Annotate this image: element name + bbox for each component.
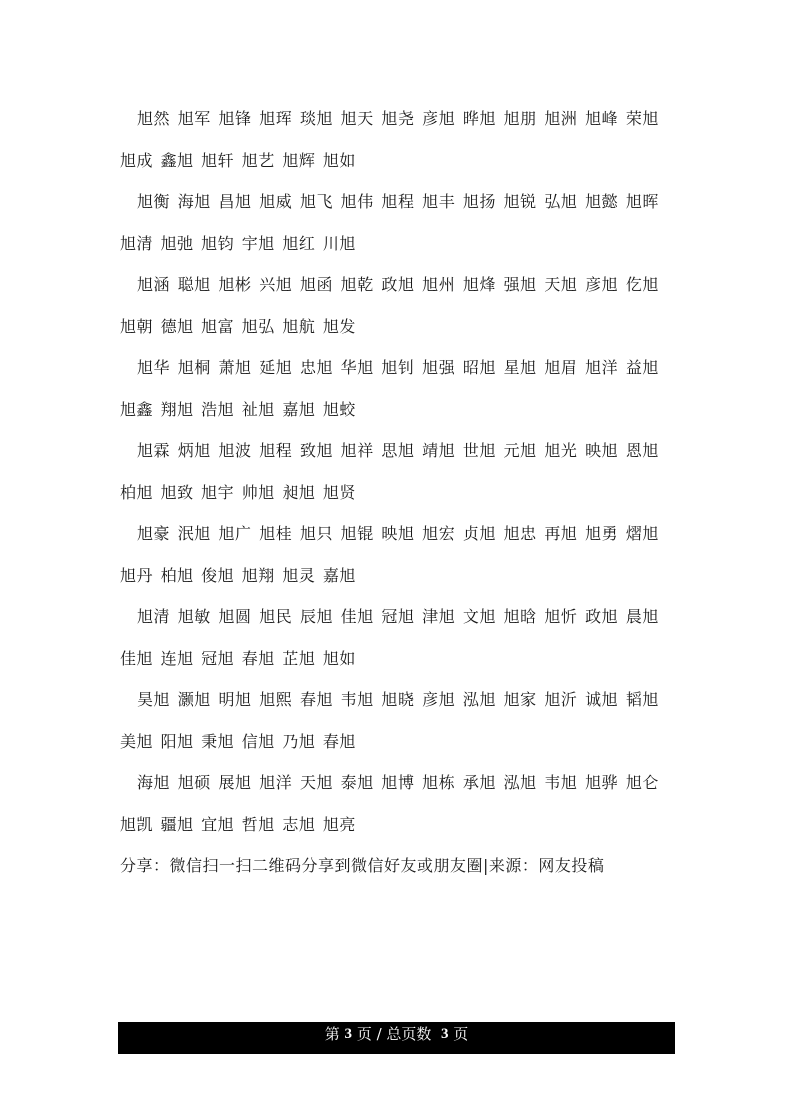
name-line: 旭清 旭敏 旭圆 旭民 辰旭 佳旭 冠旭 津旭 文旭 旭晗 旭忻 政旭 晨旭: [137, 607, 659, 626]
name-line: 旭豪 泯旭 旭广 旭桂 旭只 旭锟 映旭 旭宏 贞旭 旭忠 再旭 旭勇 熠旭: [137, 524, 659, 543]
name-paragraph-4: [120, 347, 680, 430]
name-paragraph-5: [120, 430, 680, 513]
name-paragraph-2: [120, 181, 680, 264]
footer-middle: 页 / 总页数: [352, 1025, 441, 1043]
name-line: 旭清 旭弛 旭钧 宇旭 旭红 川旭: [120, 233, 356, 253]
name-line: 旭丹 柏旭 俊旭 旭翔 旭灵 嘉旭: [120, 565, 356, 585]
name-paragraph-8: [120, 679, 680, 762]
footer-prefix: 第: [324, 1025, 345, 1043]
name-paragraph-1: [120, 98, 680, 181]
name-paragraph-7: [120, 596, 680, 679]
name-line: 旭然 旭军 旭锋 旭珲 琰旭 旭天 旭尧 彦旭 晔旭 旭朋 旭洲 旭峰 荣旭: [137, 109, 659, 128]
name-line: 柏旭 旭致 旭宇 帅旭 昶旭 旭贤: [120, 482, 356, 502]
name-paragraph-3: [120, 264, 680, 347]
name-line: 旭成 鑫旭 旭轩 旭艺 旭辉 旭如: [120, 150, 356, 170]
name-paragraph-9: [120, 762, 680, 845]
share-source-text: 分享：微信扫一扫二维码分享到微信好友或朋友圈|来源：网友投稿: [120, 856, 605, 875]
name-line: 旭凯 疆旭 宜旭 哲旭 志旭 旭亮: [120, 814, 356, 834]
name-line: 旭鑫 翔旭 浩旭 祉旭 嘉旭 旭蛟: [120, 399, 356, 419]
page-footer: [118, 1022, 675, 1054]
name-line: 旭涵 聪旭 旭彬 兴旭 旭函 旭乾 政旭 旭州 旭烽 强旭 天旭 彦旭 仡旭: [137, 275, 659, 294]
name-line: 海旭 旭硕 展旭 旭洋 天旭 泰旭 旭博 旭栋 承旭 泓旭 韦旭 旭骅 旭仑: [137, 773, 659, 792]
name-line: 旭霖 炳旭 旭波 旭程 致旭 旭祥 思旭 靖旭 世旭 元旭 旭光 映旭 恩旭: [137, 441, 659, 460]
name-line: 旭衡 海旭 昌旭 旭威 旭飞 旭伟 旭程 旭丰 旭扬 旭锐 弘旭 旭懿 旭晖: [137, 192, 659, 211]
name-line: 旭华 旭桐 萧旭 延旭 忠旭 华旭 旭钊 旭强 昭旭 星旭 旭眉 旭洋 益旭: [137, 358, 659, 377]
document-body: [120, 98, 680, 887]
name-line: 美旭 阳旭 秉旭 信旭 乃旭 春旭: [120, 731, 356, 751]
name-line: 旭朝 德旭 旭富 旭弘 旭航 旭发: [120, 316, 356, 336]
name-line: 昊旭 灏旭 明旭 旭熙 春旭 韦旭 旭晓 彦旭 泓旭 旭家 旭沂 诚旭 韬旭: [137, 690, 659, 709]
total-pages-number: 3: [440, 1026, 449, 1042]
name-line: 佳旭 连旭 冠旭 春旭 芷旭 旭如: [120, 648, 356, 668]
name-paragraph-6: [120, 513, 680, 596]
current-page-number: 3: [344, 1026, 353, 1042]
footer-suffix: 页: [448, 1025, 469, 1043]
